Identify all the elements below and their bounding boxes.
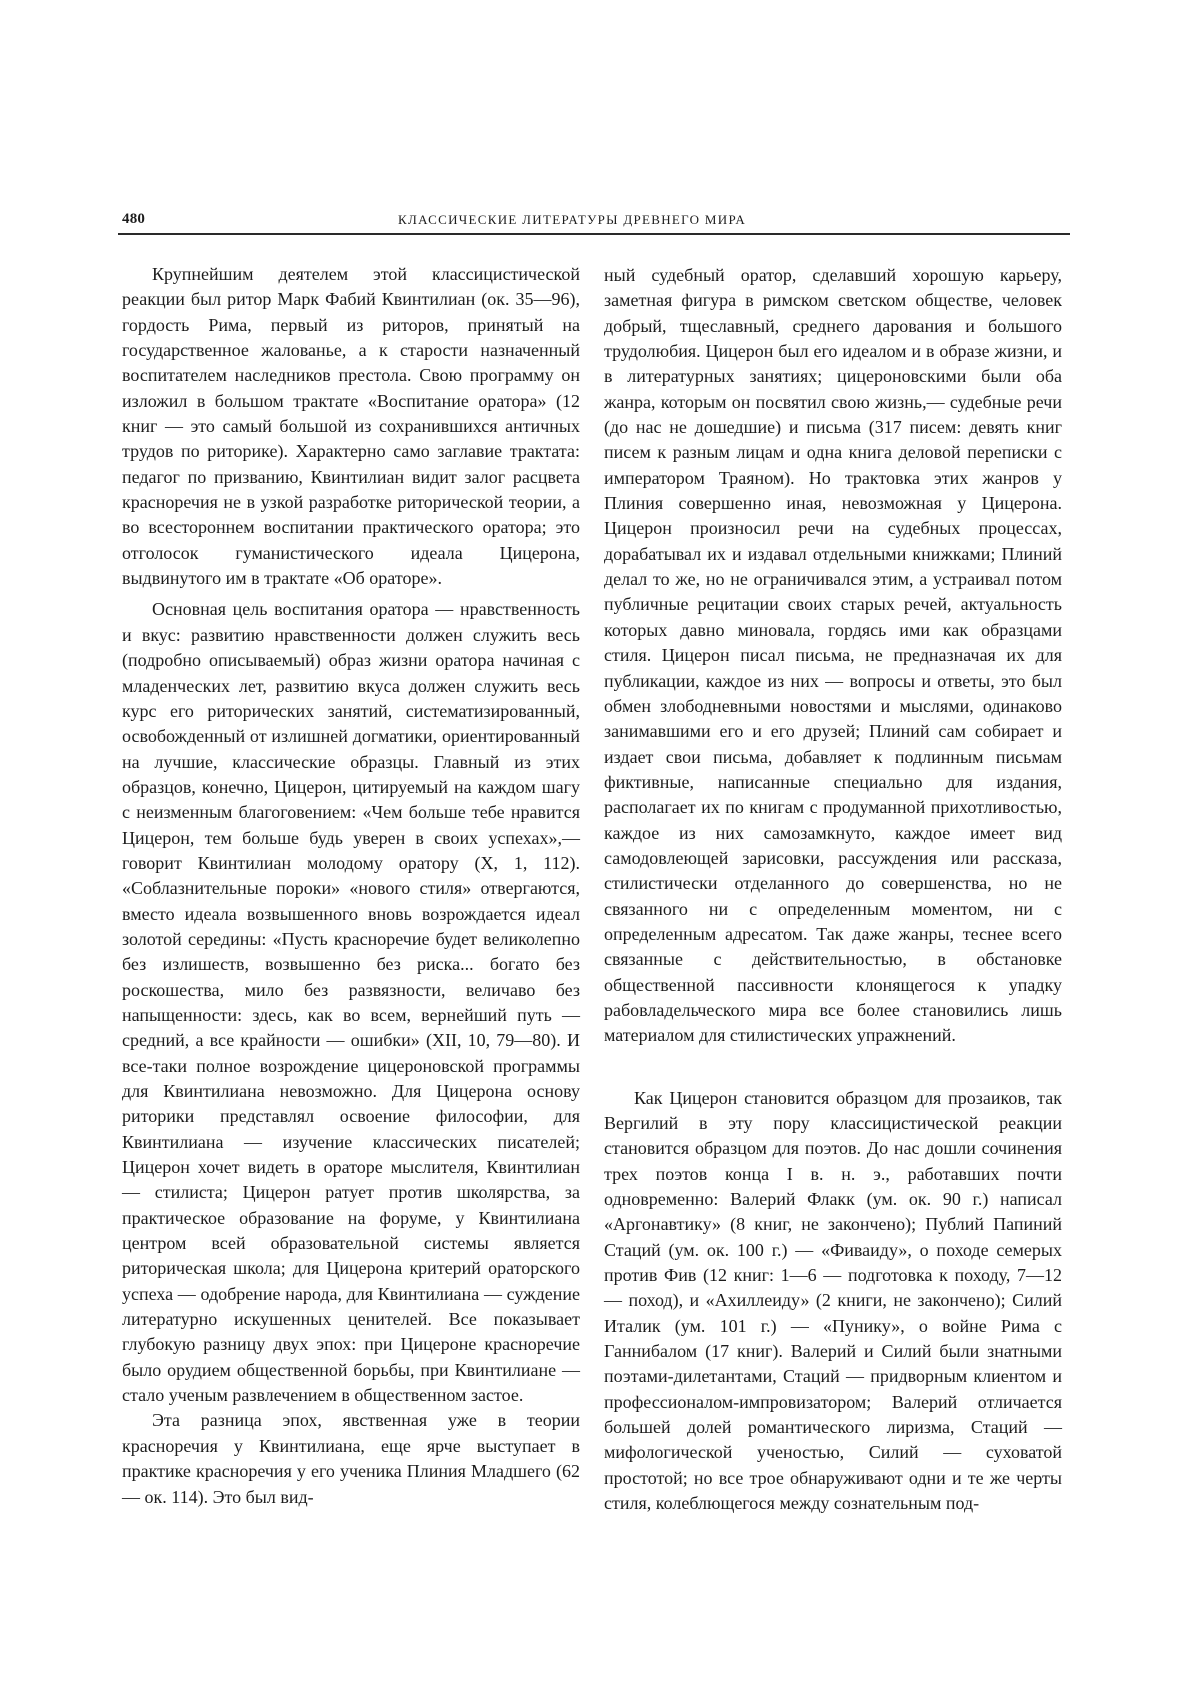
paragraph-poets: Как Цицерон становится образцом для прозаиков, так Вергилий в эту пору классицистической реакции становится образцом для поэтов. До нас дошли сочинения трех поэтов конца I в. н. э., работавших почти одновременно: Валерий Флакк (ум. ок. 90 г.) написал «Аргонавтику» (8 книг, не закончено); Публий Папиний Стаций (ум. ок. 100 г.) — «Фиваиду», о походе семерых против Фив (12 книг: 1—6 — подготовка к походу, 7—12 — поход), и «Ахиллеиду» (2 книги, не закончено); Силий Италик (ум. 101 г.) — «Пунику», о войне Рима с Ганнибалом (17 книг). Валерий и Силий были знатными поэтами-дилетантами, Стаций — придворным клиентом и профессионалом-импровизатором; Валерий отличается большей долей романтического лиризма, Стаций — мифологической ученостью, Силий — суховатой простотой; но все трое обнаруживают одни и те же черты стиля, колеблющегося между сознательным под- xyxy=(604,1087,1062,1514)
right-column xyxy=(604,263,1062,1517)
paragraph-quintilian-intro: Крупнейшим деятелем этой классицистической реакции был ритор Марк Фабий Квинтилиан (ок. 35—96), гордость Рима, первый из риторов, принятый на государственное жалованье, а к старости назначенный воспитателем наследников престола. Свою программу он изложил в большом трактате «Воспитание оратора» (12 книг — это самый большой из сохранившихся античных трудов по риторике). Характерно само заглавие трактата: педагог по призванию, Квинтилиан видит залог расцвета красноречия не в узкой разработке риторической теории, а во всестороннем воспитании практического оратора; это отголосок гуманистического идеала Цицерона, выдвинутого им в трактате «Об ораторе». xyxy=(122,264,580,589)
paragraph-education-goals: Основная цель воспитания оратора — нравственность и вкус: развитию нравственности должен служить весь (подробно описываемый) образ жизни оратора начиная с младенческих лет, развитию вкуса должен служить весь курс его риторических занятий, систематизированный, освобожденный от излишней догматики, ориентированный на лучшие, классические образцы. Главный из этих образцов, конечно, Цицерон, цитируемый на каждом шагу с неизменным благоговением: «Чем больше тебе нравится Цицерон, тем больше будь уверен в своих успехах»,— говорит Квинтилиан молодому оратору (X, 1, 112). «Соблазнительные пороки» «нового стиля» отвергаются, вместо идеала возвышенного вновь возрождается идеал золотой середины: «Пусть красноречие будет великолепно без излишеств, возвышенно без риска... богато без роскошества, мило без развязности, величаво без напыщенности: здесь, как во всем, вернейший путь — средний, а все крайности — ошибки» (XII, 10, 79—80). И все-таки полное возрождение цицероновской программы для Квинтилиана невозможно. Для Цицерона основу риторики представлял освоение философии, для Квинтилиана — изучение классических писателей; Цицерон хочет видеть в ораторе мыслителя, Квинтилиан — стилиста; Цицерон ратует против школярства, за практическое образование на форуме, у Квинтилиана центром всей образовательной системы является риторическая школа; для Цицерона критерий ораторского успеха — одобрение народа, для Квинтилиана — суждение литературно искушенных ценителей. Все показывает глубокую разницу двух эпох: при Цицероне красноречие было орудием общественной борьбы, при Квинтилиане — стало ученым развлечением в общественном застое. xyxy=(122,599,580,1406)
paragraph-pliny-continued: ный судебный оратор, сделавший хорошую карьеру, заметная фигура в римском светском обществе, человек добрый, тщеславный, среднего дарования и большого трудолюбия. Цицерон был его идеалом и в образе жизни, и в литературных занятиях; цицероновскими были оба жанра, которым он посвятил свою жизнь,— судебные речи (до нас не дошедшие) и письма (317 писем: девять книг писем к разным лицам и одна книга деловой переписки с императором Траяном). Но трактовка этих жанров у Плиния совершенно иная, невозможная у Цицерона. Цицерон произносил речи на судебных процессах, дорабатывал их и издавал отдельными книжками; Плиний делал то же, но не ограничивался этим, а устраивал потом публичные рецитации своих старых речей, актуальность которых давно миновала, гордясь ими как образцами стиля. Цицерон писал письма, не предназначая их для публикации, каждое из них — вопросы и ответы, это был обмен злободневными новостями и мыслями, одинаково занимавшими его и его друзей; Плиний сам собирает и издает свои письма, добавляет к подлинным письмам фиктивные, написанные специально для издания, располагает их по книгам с продуманной прихотливостью, каждое из них самозамкнуто, каждое имеет вид самодовлеющей зарисовки, рассуждения или рассказа, стилистически отделанного до совершенства, но не связанного ни с определенным моментом, ни с определенным адресатом. Так даже жанры, теснее всего связанные с действительностью, в обстановке общественной пассивности клонящегося к упадку рабовладельческого мира все более становились лишь материалом для стилистических упражнений. xyxy=(604,265,1062,1046)
running-head xyxy=(118,207,1070,231)
running-head-title: КЛАССИЧЕСКИЕ ЛИТЕРАТУРЫ ДРЕВНЕГО МИРА xyxy=(398,212,747,227)
header-rule xyxy=(118,233,1070,235)
left-column xyxy=(122,262,580,1510)
section-gap xyxy=(604,1049,1062,1086)
paragraph-pliny-intro: Эта разница эпох, явственная уже в теории красноречия у Квинтилиана, еще ярче выступает в практике красноречия у его ученика Плиния Младшего (62 — ок. 114). Это был вид- xyxy=(122,1410,580,1507)
page-number: 480 xyxy=(122,211,146,227)
